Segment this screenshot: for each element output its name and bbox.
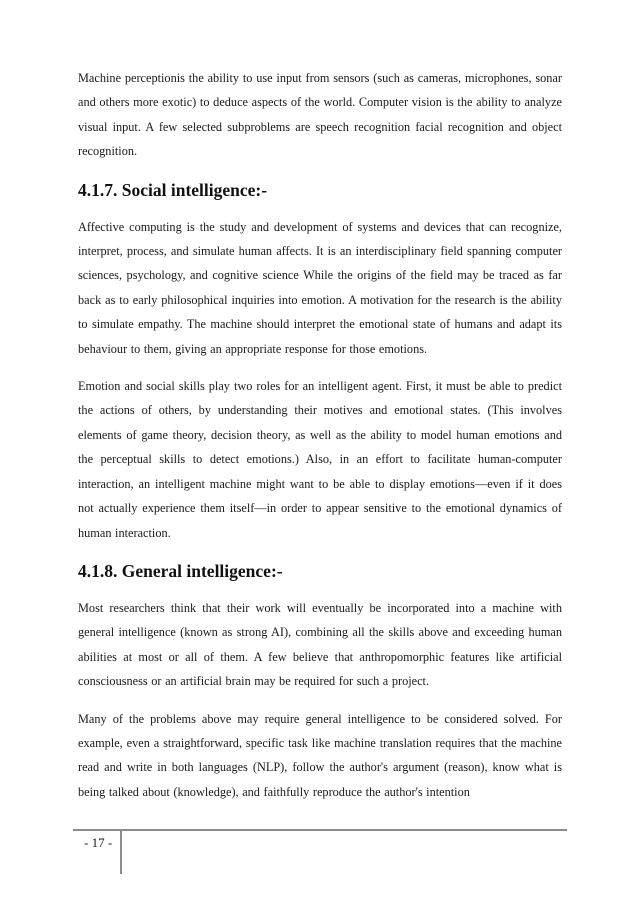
paragraph-general-intelligence-problems: Many of the problems above may require general intelligence to be considered solved. For example, even a straightforward, specific task like machine translation requires that the machine read and write in both languages (NLP), follow the author's argument (reason), know what is being talked about (knowledge), and faithfully reproduce the author's intention [78,711,562,799]
paragraph-machine-perception: Machine perceptionis the ability to use input from sensors (such as cameras, microphones, sonar and others more exotic) to deduce aspects of the world. Computer vision is the ability to analyze visual input. A few selected subproblems are speech recognition facial recognition and object recognition. [78,71,562,159]
paragraph-emotion-social-skills: Emotion and social skills play two roles for an intelligent agent. First, it must be able to predict the actions of others, by understanding their motives and emotional states. (This involves elements of game theory, decision theory, as well as the ability to model human emotions and the perceptual skills to detect emotions.) Also, in an effort to facilitate human-computer interaction, an intelligent machine might want to be able to display emotions—even if it does not actually experience them itself—in order to appear sensitive to the emotional dynamics of human interaction. [78,379,562,540]
footer-rule [73,829,567,831]
section-heading-social-intelligence: 4.1.7. Social intelligence:- [78,179,268,200]
page-number: - 17 - [84,835,113,850]
page-content [78,66,562,817]
section-heading-general-intelligence: 4.1.8. General intelligence:- [78,560,283,581]
paragraph-affective-computing: Affective computing is the study and development of systems and devices that can recognize, interpret, process, and simulate human affects. It is an interdisciplinary field spanning computer sciences, psychology, and cognitive science While the origins of the field may be traced as far back as to early philosophical inquiries into emotion. A motivation for the research is the ability to simulate empathy. The machine should interpret the emotional state of humans and adapt its behaviour to them, giving an appropriate response for those emotions. [78,219,562,356]
footer-separator [120,829,122,874]
paragraph-strong-ai: Most researchers think that their work will eventually be incorporated into a machine with general intelligence (known as strong AI), combining all the skills above and exceeding human abilities at most or all of them. A few believe that anthropomorphic features like artificial consciousness or an artificial brain may be required for such a project. [78,600,562,689]
